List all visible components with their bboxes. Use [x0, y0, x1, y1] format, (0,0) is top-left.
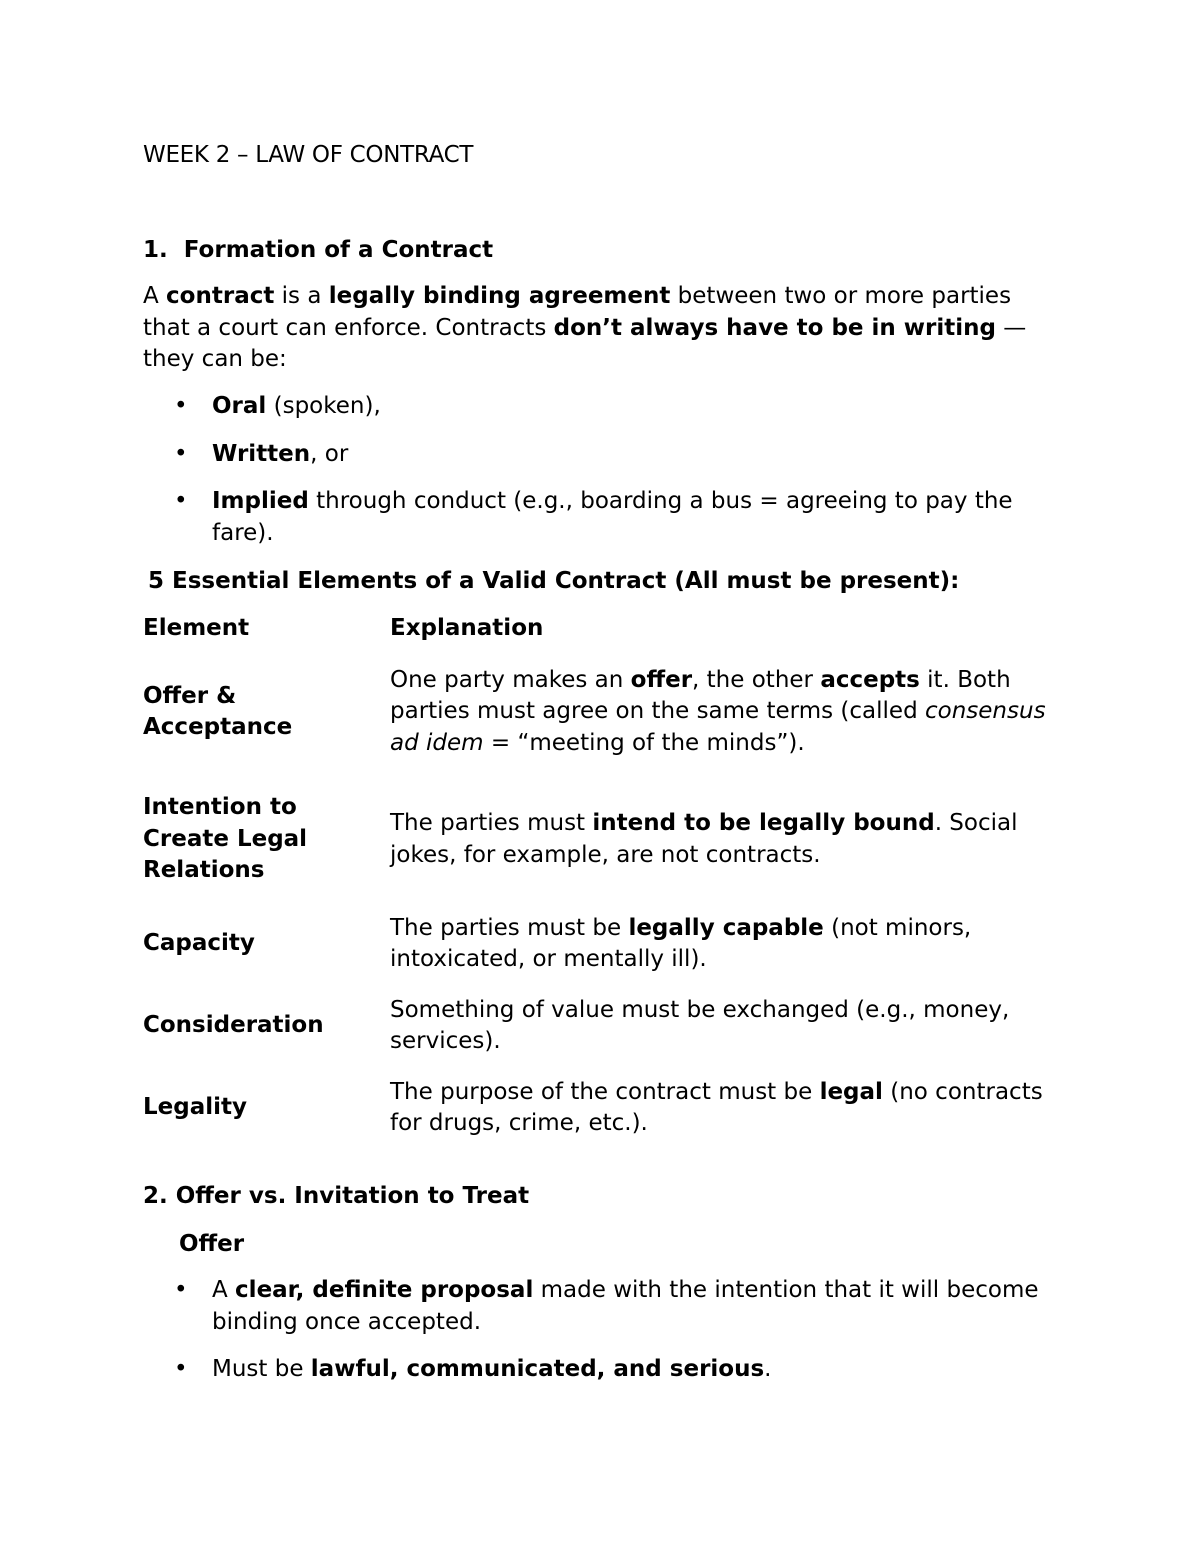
offer-subheading: Offer [179, 1231, 245, 1257]
bold-run: contract [166, 283, 275, 309]
contract-definition-paragraph [143, 281, 1063, 376]
bullet-glyph: • [174, 488, 188, 514]
bullet-glyph: • [174, 441, 188, 467]
list-item-text [212, 391, 1072, 423]
section-2-heading: 2. Offer vs. Invitation to Treat [143, 1183, 530, 1209]
element-cell: Capacity [143, 930, 255, 957]
text-run: , the other [692, 666, 821, 693]
explanation-cell [390, 648, 1070, 776]
text-run: The parties must be [390, 914, 629, 941]
bullet-glyph: • [174, 1277, 188, 1303]
text-run: = “meeting of the minds”). [483, 729, 805, 756]
explanation-cell [390, 985, 1070, 1067]
bullet-glyph: • [174, 1356, 188, 1382]
element-cell: Legality [143, 1094, 247, 1121]
explanation-cell [390, 1067, 1070, 1149]
document-title: WEEK 2 – LAW OF CONTRACT [143, 142, 474, 168]
text-run: is a [274, 283, 329, 309]
table-row [143, 903, 1070, 985]
bold-run: Implied [212, 488, 309, 514]
text-run: — they can be: [143, 314, 1027, 372]
text-run: it. Both parties must agree on the same terms (called [390, 666, 1011, 725]
text-run: Must be [212, 1356, 311, 1382]
table-row [143, 1067, 1070, 1149]
section-1-title: Formation of a Contract [183, 237, 494, 263]
text-run: . Social jokes, for example, are not contracts. [390, 810, 1018, 868]
column-header-explanation: Explanation [390, 615, 544, 642]
list-item-text [212, 486, 1072, 549]
element-cell: Offer & Acceptance [143, 682, 293, 740]
italic-run: consensus ad idem [390, 698, 1046, 756]
text-run: A [143, 283, 167, 309]
explanation-cell [390, 903, 1070, 985]
text-run: The purpose of the contract must be [390, 1078, 820, 1105]
bold-run: lawful, communicated, and serious [310, 1356, 765, 1382]
text-run: . [764, 1356, 772, 1382]
text-run: Something of value must be exchanged (e.g., money, services). [390, 996, 1010, 1054]
section-1-heading [143, 234, 493, 266]
bold-run: accepts [820, 666, 920, 693]
bold-run: legally capable [628, 914, 824, 941]
table-row [143, 776, 1070, 903]
bullet-glyph: • [174, 393, 188, 419]
text-run: (not minors, intoxicated, or mentally ill). [390, 914, 972, 972]
column-header-element: Element [143, 615, 250, 642]
element-cell: Intention to Create Legal Relations [143, 794, 308, 884]
text-run: (no contracts for drugs, crime, etc.). [390, 1078, 1043, 1136]
table-header-row [143, 610, 1070, 648]
bold-run: Oral [212, 393, 267, 419]
bold-run: intend to be legally bound [592, 810, 935, 836]
bold-run: Written [212, 441, 311, 467]
text-run: through conduct (e.g., boarding a bus = agreeing to pay the fare). [212, 488, 1013, 546]
bold-run: don’t always have to be in writing [553, 314, 996, 341]
text-run: The parties must [390, 810, 593, 836]
bold-run: offer [630, 666, 693, 693]
text-run: , or [310, 441, 349, 467]
table-row [143, 648, 1070, 776]
text-run: (spoken), [266, 393, 381, 419]
list-item-text [212, 439, 1072, 471]
bold-run: legally binding agreement [328, 283, 671, 309]
text-run: A [212, 1277, 236, 1303]
section-1-number: 1. [143, 237, 168, 263]
bold-run: legal [819, 1078, 883, 1105]
list-item-text [212, 1354, 1072, 1386]
list-item-text [212, 1275, 1072, 1338]
text-run: One party makes an [390, 666, 631, 693]
table-row [143, 985, 1070, 1067]
element-cell: Consideration [143, 1012, 324, 1039]
explanation-cell [390, 776, 1070, 903]
bold-run: clear, definite proposal [235, 1277, 534, 1303]
elements-table [143, 610, 1070, 1149]
text-run: between two or more parties that a court can enforce. Contracts [143, 283, 1012, 341]
text-run: made with the intention that it will become binding once accepted. [212, 1277, 1039, 1335]
elements-heading: 5 Essential Elements of a Valid Contract (All must be present): [148, 568, 960, 594]
